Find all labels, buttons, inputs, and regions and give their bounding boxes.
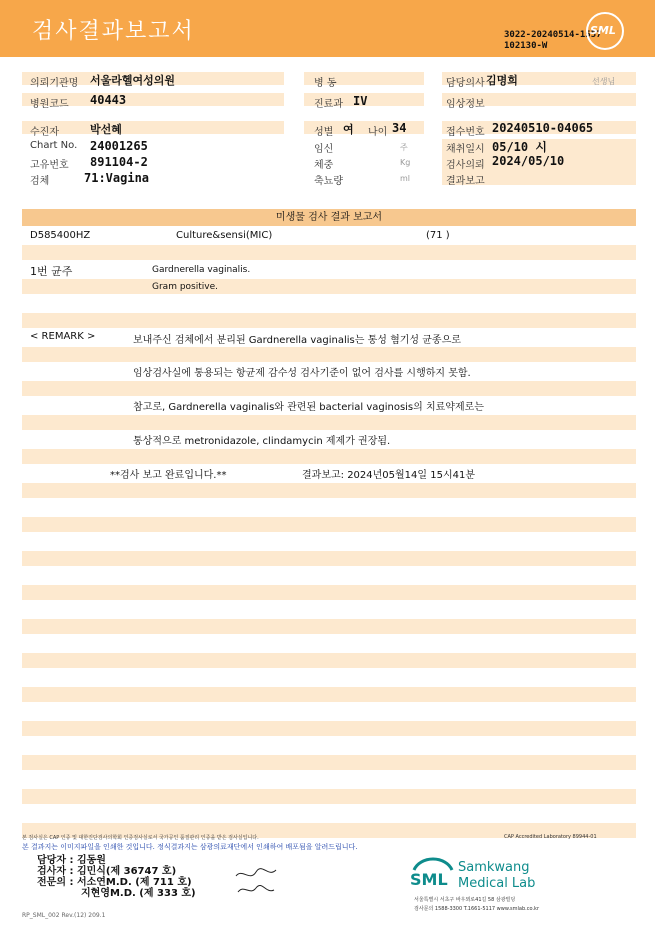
patient-name-label: 수진자 (30, 127, 59, 138)
urine-unit: ml (400, 174, 411, 183)
report-stripe (22, 483, 636, 498)
report-label: 결과보고 (446, 176, 485, 187)
report-section-title: 미생물 검사 결과 보고서 (22, 209, 636, 226)
reg-no-label: 고유번호 (30, 160, 69, 171)
hospital-value: 서울라헬여성의원 (90, 74, 176, 87)
request-label: 검사의뢰 (446, 160, 485, 171)
isolate-label: 1번 균주 (30, 265, 73, 278)
accept-no-value: 20240510-04065 (492, 121, 594, 135)
footer-note-cap: 본 검사실은 CAP 인증 및 대한진단검사의학회 인증검사실로서 국가공인 품질관리 인증을 받은 검사실입니다. (22, 835, 259, 841)
staff-manager: 담당자 : 김동원 (37, 855, 106, 866)
report-stripe (22, 789, 636, 804)
doctor-label: 담당의사 (446, 78, 485, 89)
lab-name-2: Medical Lab (458, 876, 536, 891)
clinical-label: 임상정보 (446, 99, 485, 110)
sex-value: 여 (343, 123, 354, 136)
patient-name-value: 박선혜 (90, 123, 122, 136)
doctor-suffix: 선생님 (592, 77, 616, 86)
staff-tester: 검사자 : 김민식(제 36747 호) (37, 866, 177, 877)
remark-label: < REMARK > (30, 331, 96, 342)
remark-line: 참고로, Gardnerella vaginalis와 관련된 bacterial vaginosis의 치료약제로는 (133, 402, 484, 413)
urine-label: 축뇨량 (314, 176, 343, 187)
report-stripe (22, 585, 636, 600)
hospital-code-label: 병원코드 (30, 99, 69, 110)
report-stripe (22, 279, 636, 294)
report-stripe (22, 313, 636, 328)
weight-label: 체중 (314, 160, 334, 171)
report-stripe (22, 687, 636, 702)
organism-name: Gardnerella vaginalis. (152, 265, 251, 275)
report-stripe (22, 755, 636, 770)
report-stripe (22, 415, 636, 430)
sml-lab-logo-text: SML (410, 870, 448, 889)
weight-unit: Kg (400, 158, 411, 167)
report-stripe (22, 619, 636, 634)
reg-no-value: 891104-2 (90, 155, 148, 169)
sex-label: 성별 (314, 127, 334, 138)
hospital-label: 의뢰기관명 (30, 78, 79, 89)
collect-value: 05/10 시 (492, 140, 547, 154)
pregnancy-unit: 주 (400, 143, 408, 152)
report-id-line2: 102130-W (504, 41, 548, 51)
report-stripe (22, 381, 636, 396)
specimen-value: 71:Vagina (84, 171, 150, 185)
dept-label: 진료과 (314, 99, 343, 110)
remark-line: 통상적으로 metronidazole, clindamycin 제제가 권장됨. (133, 436, 391, 447)
lab-address: 서울특별시 서초구 바우뫼로41길 58 삼광빌딩 (414, 897, 516, 903)
cap-accreditation: CAP Accredited Laboratory 89944-01 (504, 834, 597, 840)
remark-line: 보내주신 검체에서 분리된 Gardnerella vaginalis는 통성 혐기성 균종으로 (133, 335, 461, 346)
staff-specialist-1: 전문의 : 서소연M.D. (제 711 호) (37, 877, 192, 888)
lab-phone: 검사문의 1588-3300 T.1661-5117 www.smlab.co.kr (414, 906, 539, 912)
chart-no-label: Chart No. (30, 140, 78, 151)
report-time: 결과보고: 2024년05월14일 15시41분 (302, 470, 476, 481)
doctor-value: 김명희 (486, 74, 518, 87)
ward-label: 병 동 (314, 78, 337, 89)
remark-line: 임상검사실에 통용되는 항균제 감수성 검사기준이 없어 검사를 시행하지 못함. (133, 368, 471, 379)
accept-no-label: 접수번호 (446, 127, 485, 138)
test-number: (71 ) (426, 230, 450, 241)
lab-name-1: Samkwang (458, 860, 530, 875)
test-code: D585400HZ (30, 230, 91, 241)
report-id-line1: 3022-20240514-1557 (504, 30, 602, 40)
staff-specialist-2: 지현영M.D. (제 333 호) (81, 888, 196, 899)
pregnancy-label: 임신 (314, 144, 334, 155)
signature-icon (232, 864, 288, 900)
chart-no-value: 24001265 (90, 139, 148, 153)
page-title: 검사결과보고서 (32, 19, 195, 44)
header-logo-text: SML (590, 24, 616, 37)
footer-note-print: 본 결과지는 이미지파일을 인쇄한 것입니다. 정식결과지는 삼광의료재단에서 인쇄하여 배포됨을 알려드립니다. (22, 843, 358, 851)
age-label: 나이 (368, 127, 388, 138)
report-stripe (22, 449, 636, 464)
report-complete: **검사 보고 완료입니다.** (110, 470, 227, 481)
report-stripe (22, 245, 636, 260)
report-stripe (22, 347, 636, 362)
report-stripe (22, 721, 636, 736)
age-value: 34 (392, 121, 407, 135)
report-stripe (22, 551, 636, 566)
form-code: RP_SML_002 Rev.(12) 209.1 (22, 912, 106, 919)
request-value: 2024/05/10 (492, 154, 565, 168)
collect-label: 채취일시 (446, 144, 485, 155)
test-name: Culture&sensi(MIC) (176, 230, 273, 241)
report-stripe (22, 517, 636, 532)
specimen-label: 검체 (30, 176, 50, 187)
dept-value: IV (353, 94, 368, 108)
gram-stain: Gram positive. (152, 282, 218, 292)
report-stripe (22, 653, 636, 668)
hospital-code-value: 40443 (90, 93, 127, 107)
